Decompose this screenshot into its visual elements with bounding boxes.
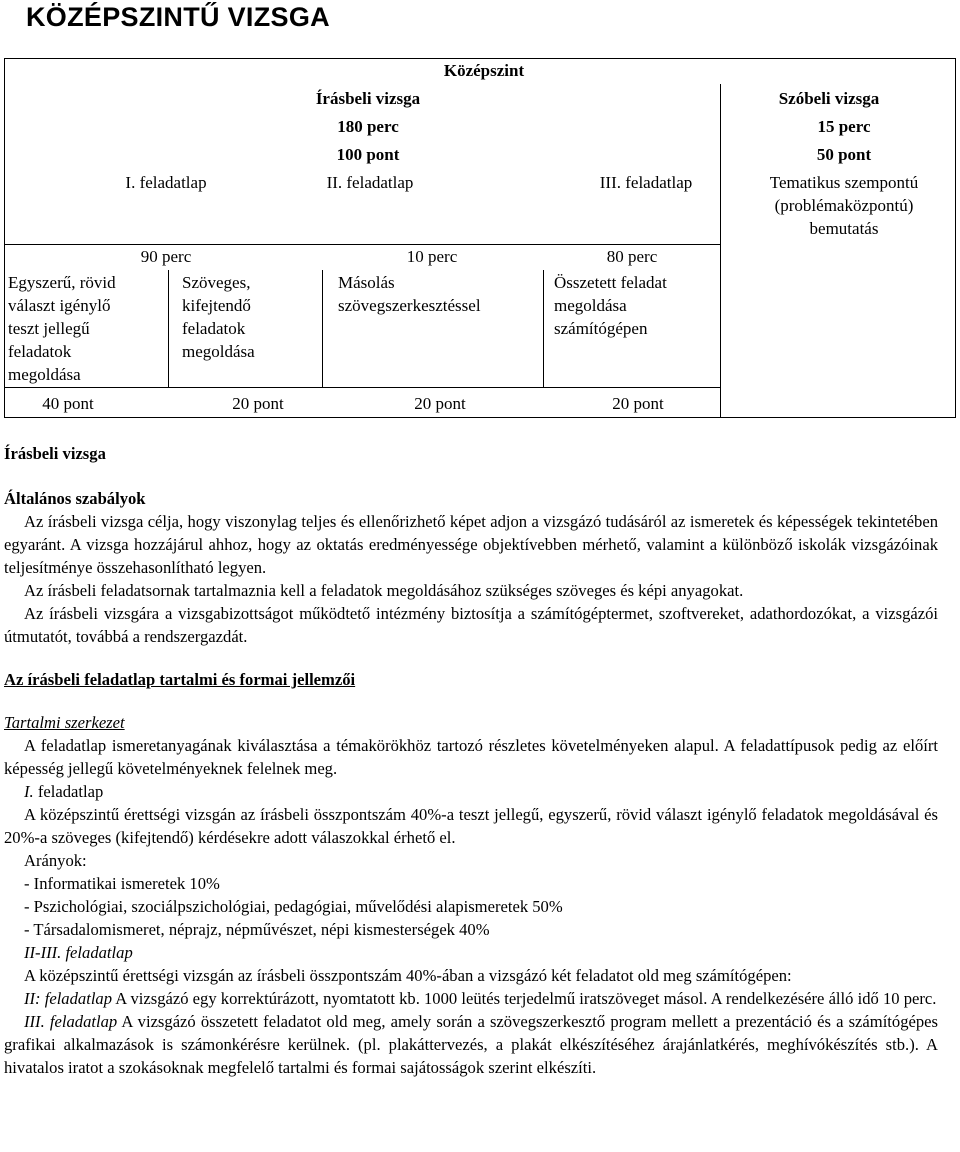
oral-time: 15 perc — [817, 117, 871, 136]
ratio-item: - Pszichológiai, szociálpszichológiai, pedagógiai, művelődési alapismeretek 50% — [24, 897, 563, 916]
task2-line3: feladatok — [182, 319, 246, 338]
points3: 20 pont — [414, 394, 466, 413]
task1-line4: feladatok — [8, 342, 72, 361]
time3: 80 perc — [606, 247, 658, 266]
section-heading: Írásbeli vizsga — [4, 444, 106, 463]
table-divider-col1 — [168, 270, 169, 388]
general-rules-p2: Az írásbeli feladatsornak tartalmaznia kell a feladatok megoldásához szükséges szöveges és képi anyagokat. — [24, 581, 744, 600]
sheet2-paragraph — [4, 987, 938, 1010]
oral-points: 50 pont — [816, 145, 872, 164]
task4-line2: megoldása — [554, 296, 627, 315]
table-divider-col3 — [543, 270, 544, 388]
sheet23-text: A középszintű érettségi vizsgán az írásbeli összpontszám 40%-ában a vizsgázó két feladatot old meg számítógépen: — [24, 966, 792, 985]
ratio-item: - Informatikai ismeretek 10% — [24, 874, 220, 893]
task1-line5: megoldása — [8, 365, 81, 384]
ratio-item: - Társadalomismeret, néprajz, népművészet, népi kismesterségek 40% — [24, 920, 490, 939]
written-exam-label: Írásbeli vizsga — [315, 89, 421, 108]
oral-exam-label: Szóbeli vizsga — [778, 89, 880, 108]
task1-line2: választ igénylő — [8, 296, 111, 315]
sheet3-text: A vizsgázó összetett feladatot old meg, amely során a szövegszerkesztő program mellett a prezentáció és a számítógépes grafikai alkalmazások is számonkérésre kerülnek. (pl. plakáttervezés, a plakát elkészítéséhez árajánlatkérés, meghívókészítés stb.). A hivatalos iratot a szokásoknak megfelelő tartalmi és formai sajátosságok szerint elkészíti. — [4, 1012, 938, 1077]
sheet23-heading: II-III. feladatlap — [24, 943, 133, 962]
task4-line3: számítógépen — [554, 319, 648, 338]
sheet2-label: II. feladatlap — [326, 173, 414, 192]
table-divider-col2 — [322, 270, 323, 388]
sheet1-heading — [4, 780, 938, 803]
general-rules-p3: Az írásbeli vizsgára a vizsgabizottságot működtető intézmény biztosítja a számítógéptermet, szoftvereket, adathordozókat, a vizsgázói útmutatót, továbbá a rendszergazdát. — [4, 604, 938, 646]
points4: 20 pont — [612, 394, 664, 413]
document-body — [4, 442, 938, 1079]
content-heading: Az írásbeli feladatlap tartalmi és formai jellemzői — [4, 670, 356, 689]
oral-task-line3: bemutatás — [809, 219, 879, 238]
sheet1-label: I. feladatlap — [125, 173, 207, 192]
oral-task-line2: (problémaközpontú) — [774, 196, 914, 215]
general-rules-p1: Az írásbeli vizsga célja, hogy viszonylag teljes és ellenőrizhető képet adjon a vizsgázó tudásáról az ismeretek és képességek tekintetében egyaránt. A vizsga hozzájárul ahhoz, hogy az oktatás eredményessége objektívebben mérhető, valamint a különböző iskolák vizsgázóinak teljesítménye összehasonlítható legyen. — [4, 512, 938, 577]
sheet2-text: A vizsgázó egy korrektúrázott, nyomtatott kb. 1000 leütés terjedelmű iratszöveget másol. A rendelkezésére álló idő 10 perc. — [112, 989, 937, 1008]
written-points: 100 pont — [336, 145, 400, 164]
level-label: Középszint — [443, 61, 525, 80]
sheet1-text: A középszintű érettségi vizsgán az írásbeli összpontszám 40%-a teszt jellegű, egyszerű, rövid választ igénylő feladatok megoldásával és 20%-a szöveges (kifejtendő) kérdésekre adott válaszokkal érhető el. — [4, 805, 938, 847]
task1-line1: Egyszerű, rövid — [8, 273, 116, 292]
structure-text: A feladatlap ismeretanyagának kiválasztása a témakörökhöz tartozó részletes követelményeken alapul. A feladattípusok pedig az előírt képesség jellegű követelményeknek felelnek meg. — [4, 736, 938, 778]
exam-structure-table — [4, 58, 956, 418]
sheet2-label: II: feladatlap — [24, 989, 113, 1008]
table-border-top — [4, 58, 956, 59]
sheet1-roman: I. — [24, 782, 34, 801]
task2-line2: kifejtendő — [182, 296, 251, 315]
task3-line2: szövegszerkesztéssel — [338, 296, 481, 315]
sheet3-label: III. feladatlap — [599, 173, 693, 192]
task1-line3: teszt jellegű — [8, 319, 90, 338]
points2: 20 pont — [232, 394, 284, 413]
table-divider-timerow — [4, 244, 720, 245]
sheet3-paragraph — [4, 1010, 938, 1079]
task2-line1: Szöveges, — [182, 273, 251, 292]
page-title: KÖZÉPSZINTŰ VIZSGA — [26, 2, 330, 32]
table-border-right — [955, 58, 956, 418]
task4-line1: Összetett feladat — [554, 273, 667, 292]
structure-label: Tartalmi szerkezet — [4, 713, 125, 732]
ratios-label: Arányok: — [24, 851, 87, 870]
task2-line4: megoldása — [182, 342, 255, 361]
general-rules-heading: Általános szabályok — [4, 489, 146, 508]
table-border-left — [4, 58, 5, 418]
sheet3-label: III. feladatlap — [24, 1012, 118, 1031]
task3-line1: Másolás — [338, 273, 395, 292]
time2: 10 perc — [406, 247, 458, 266]
table-border-bottom — [4, 417, 956, 418]
time1: 90 perc — [140, 247, 192, 266]
written-time: 180 perc — [337, 117, 399, 136]
sheet1-word: feladatlap — [33, 782, 104, 801]
points1: 40 pont — [42, 394, 94, 413]
oral-task-line1: Tematikus szempontú — [769, 173, 919, 192]
table-divider-pointsrow — [4, 387, 720, 388]
table-divider-written-oral — [720, 84, 721, 418]
